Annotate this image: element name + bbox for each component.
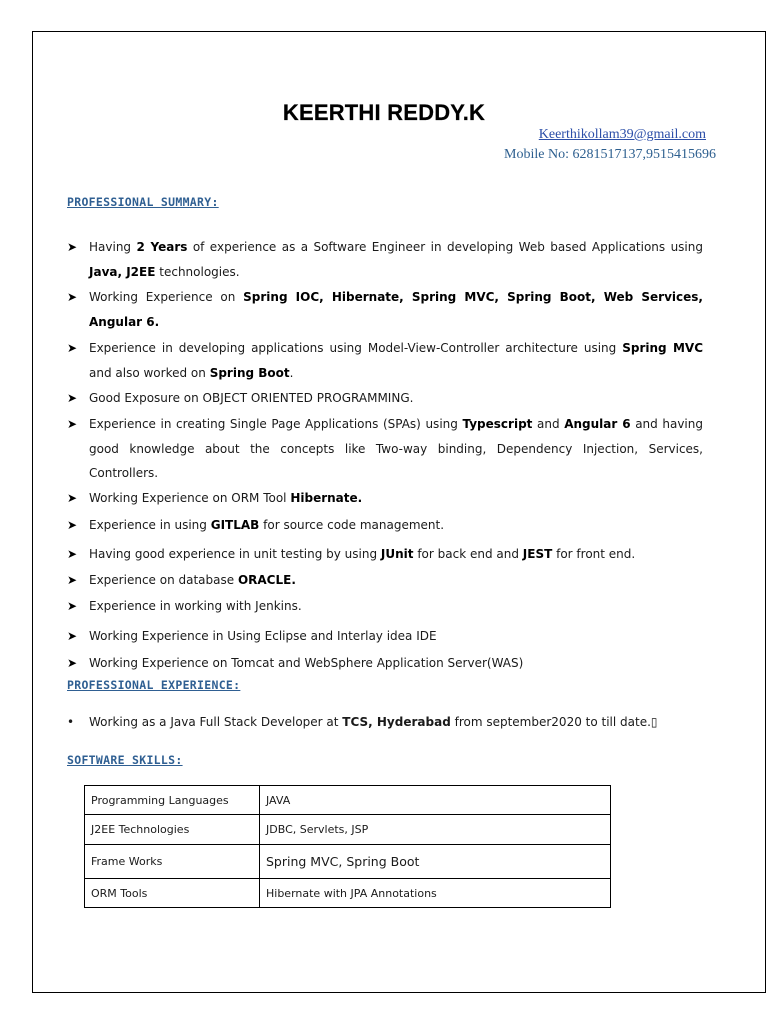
skills-row: [85, 879, 611, 908]
summary-item: [67, 568, 703, 593]
summary-item: [67, 235, 703, 284]
skill-category: Frame Works: [85, 845, 260, 879]
arrowhead-bullet-icon: ➤: [67, 573, 78, 587]
arrowhead-bullet-icon: ➤: [67, 341, 78, 355]
experience-text: Working as a Java Full Stack Developer at TCS, Hyderabad from september2020 to till date.▯: [89, 715, 658, 729]
skill-value: Hibernate with JPA Annotations: [260, 879, 611, 908]
summary-item-text: Having good experience in unit testing by using JUnit for back end and JEST for front end.: [89, 547, 636, 561]
arrowhead-bullet-icon: ➤: [67, 656, 78, 670]
skill-category: J2EE Technologies: [85, 815, 260, 845]
candidate-name: KEERTHI REDDY.K: [282, 100, 486, 125]
summary-item-text: Working Experience on Tomcat and WebSphere Application Server(WAS): [89, 656, 524, 670]
summary-item: [67, 486, 703, 511]
arrowhead-bullet-icon: ➤: [67, 599, 78, 613]
summary-item-text: Working Experience on ORM Tool Hibernate.: [89, 491, 363, 505]
arrowhead-bullet-icon: ➤: [67, 290, 78, 304]
arrowhead-bullet-icon: ➤: [67, 391, 78, 405]
summary-item: [67, 624, 703, 649]
summary-item-text: Experience in using GITLAB for source code management.: [89, 518, 445, 532]
summary-item: [67, 285, 703, 334]
arrowhead-bullet-icon: ➤: [67, 240, 78, 254]
skill-category: Programming Languages: [85, 786, 260, 815]
arrowhead-bullet-icon: ➤: [67, 547, 78, 561]
summary-heading: PROFESSIONAL SUMMARY:: [67, 195, 219, 209]
skill-value: JAVA: [260, 786, 611, 815]
summary-item: [67, 336, 703, 385]
summary-item: [67, 513, 703, 538]
arrowhead-bullet-icon: ➤: [67, 491, 78, 505]
summary-item: [67, 651, 703, 676]
summary-item: [67, 386, 703, 411]
mobile-number: Mobile No: 6281517137,9515415696: [504, 147, 716, 162]
arrowhead-bullet-icon: ➤: [67, 417, 78, 431]
summary-item-text: Experience on database ORACLE.: [89, 573, 296, 587]
summary-item: [67, 594, 703, 619]
experience-heading: PROFESSIONAL EXPERIENCE:: [67, 678, 241, 692]
skill-value: Spring MVC, Spring Boot: [260, 845, 611, 879]
experience-item: [67, 710, 707, 734]
skill-category: ORM Tools: [85, 879, 260, 908]
skills-row: [85, 815, 611, 845]
summary-item-text: Experience in working with Jenkins.: [89, 599, 302, 613]
skills-row: [85, 786, 611, 815]
skill-value: JDBC, Servlets, JSP: [260, 815, 611, 845]
summary-item: [67, 412, 703, 486]
arrowhead-bullet-icon: ➤: [67, 518, 78, 532]
summary-item-text: Working Experience on Spring IOC, Hibernate, Spring MVC, Spring Boot, Web Services, Angular 6.: [89, 290, 703, 329]
summary-item-text: Experience in creating Single Page Applications (SPAs) using Typescript and Angular 6 and having good knowledge about the concepts like Two-way binding, Dependency Injection, Services, Controllers.: [89, 417, 703, 480]
summary-item-text: Having 2 Years of experience as a Software Engineer in developing Web based Applications using Java, J2EE technologies.: [89, 240, 703, 279]
skills-row: [85, 845, 611, 879]
skills-table: [84, 785, 611, 908]
email-link[interactable]: Keerthikollam39@gmail.com: [538, 127, 706, 142]
summary-item-text: Good Exposure on OBJECT ORIENTED PROGRAMMING.: [89, 391, 414, 405]
arrowhead-bullet-icon: ➤: [67, 629, 78, 643]
dot-bullet-icon: •: [67, 715, 75, 729]
skills-heading: SOFTWARE SKILLS:: [67, 753, 183, 767]
summary-item-text: Experience in developing applications using Model-View-Controller architecture using Spring MVC and also worked on Spring Boot.: [89, 341, 704, 380]
summary-item-text: Working Experience in Using Eclipse and Interlay idea IDE: [89, 629, 437, 643]
summary-item: [67, 542, 703, 567]
